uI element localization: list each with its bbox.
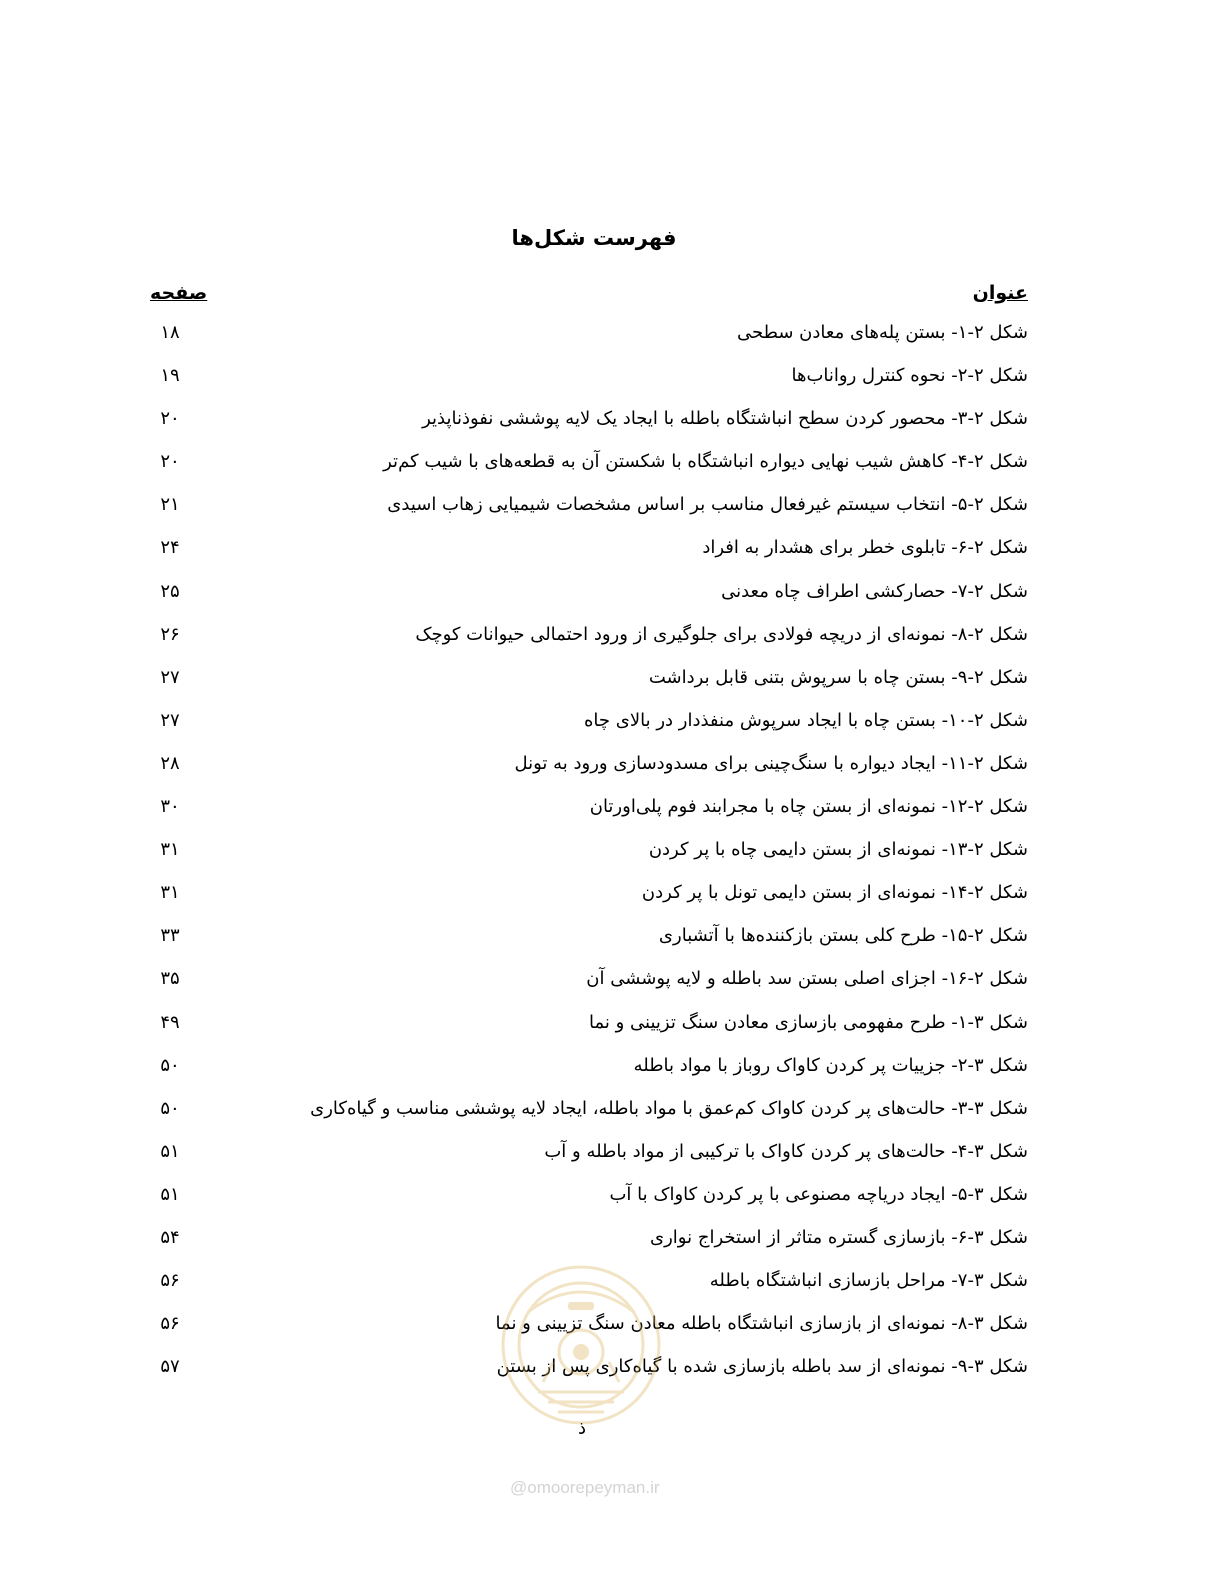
entry-title: شکل ۲-۸- نمونه‌ای از دریچه فولادی برای جلوگیری از ورود احتمالی حیوانات کوچک	[415, 623, 1028, 645]
list-item[interactable]	[0, 917, 1224, 960]
entry-page: ۲۶	[160, 623, 180, 645]
list-item[interactable]	[0, 1219, 1224, 1262]
list-item[interactable]	[0, 443, 1224, 486]
entry-page: ۱۹	[160, 365, 180, 387]
entry-title: شکل ۲-۱۴- نمونه‌ای از بستن دایمی تونل با پر کردن	[641, 882, 1028, 904]
entry-title: شکل ۳-۴- حالت‌های پر کردن کاواک با ترکیبی از مواد باطله و آب	[544, 1140, 1028, 1162]
page-number: ذ	[577, 1418, 586, 1439]
column-header-title: عنوان	[972, 282, 1028, 304]
entry-page: ۵۷	[160, 1356, 180, 1378]
entry-title: شکل ۲-۷- حصارکشی اطراف چاه معدنی	[721, 580, 1028, 602]
entry-title: شکل ۳-۹- نمونه‌ای از سد باطله بازسازی شده با گیاه‌کاری پس از بستن	[496, 1356, 1028, 1378]
entry-page: ۵۰	[160, 1054, 180, 1076]
list-item[interactable]	[0, 1047, 1224, 1090]
entry-title: شکل ۲-۱۱- ایجاد دیواره با سنگ‌چینی برای مسدودسازی ورود به تونل	[514, 752, 1028, 774]
site-watermark: @omoorepeyman.ir	[510, 1478, 660, 1497]
entry-page: ۲۷	[160, 666, 180, 688]
entry-title: شکل ۳-۲- جزییات پر کردن کاواک روباز با مواد باطله	[633, 1054, 1028, 1076]
column-header-page: صفحه	[150, 282, 208, 304]
entry-page: ۵۶	[160, 1313, 180, 1335]
entry-page: ۳۱	[160, 882, 180, 904]
list-item[interactable]	[0, 486, 1224, 529]
entry-title: شکل ۲-۶- تابلوی خطر برای هشدار به افراد	[702, 537, 1028, 559]
entry-title: شکل ۳-۱- طرح مفهومی بازسازی معادن سنگ تزیینی و نما	[589, 1011, 1028, 1033]
entry-page: ۵۰	[160, 1097, 180, 1119]
entry-title: شکل ۲-۹- بستن چاه با سرپوش بتنی قابل برداشت	[648, 666, 1028, 688]
entry-page: ۵۱	[160, 1140, 180, 1162]
entry-page: ۲۰	[160, 408, 180, 430]
entry-title: شکل ۲-۱۶- اجزای اصلی بستن سد باطله و لایه پوششی آن	[586, 968, 1028, 990]
entry-title: شکل ۳-۵- ایجاد دریاچه مصنوعی با پر کردن کاواک با آب	[609, 1183, 1028, 1205]
list-item[interactable]	[0, 529, 1224, 572]
list-item[interactable]	[0, 400, 1224, 443]
entry-page: ۳۰	[160, 796, 180, 818]
list-item[interactable]	[0, 314, 1224, 357]
entry-title: شکل ۳-۸- نمونه‌ای از بازسازی انباشتگاه باطله معادن سنگ تزیینی و نما	[495, 1313, 1028, 1335]
entry-page: ۲۷	[160, 709, 180, 731]
list-item[interactable]	[0, 1090, 1224, 1133]
list-item[interactable]	[0, 874, 1224, 917]
entry-title: شکل ۲-۱۲- نمونه‌ای از بستن چاه با مجرابند فوم پلی‌اورتان	[589, 796, 1028, 818]
seal-logo-icon	[498, 1262, 664, 1428]
list-item[interactable]	[0, 573, 1224, 616]
entry-page: ۲۸	[160, 752, 180, 774]
entry-title: شکل ۲-۲- نحوه کنترل رواناب‌ها	[791, 365, 1028, 387]
entry-page: ۱۸	[160, 322, 180, 343]
entry-page: ۳۳	[160, 925, 180, 947]
entry-title: شکل ۲-۳- محصور کردن سطح انباشتگاه باطله با ایجاد یک لایه پوششی نفوذناپذیر	[422, 408, 1028, 430]
entry-page: ۲۰	[160, 451, 180, 473]
entry-title: شکل ۳-۷- مراحل بازسازی انباشتگاه باطله	[709, 1270, 1028, 1292]
entry-title: شکل ۲-۱۵- طرح کلی بستن بازکننده‌ها با آتشباری	[658, 925, 1028, 947]
entry-page: ۵۴	[160, 1226, 180, 1248]
entry-page: ۳۱	[160, 839, 180, 861]
list-item[interactable]	[0, 1133, 1224, 1176]
entry-title: شکل ۲-۵- انتخاب سیستم غیرفعال مناسب بر اساس مشخصات شیمیایی زهاب اسیدی	[387, 494, 1028, 516]
entry-page: ۳۵	[160, 968, 180, 990]
entry-page: ۴۹	[160, 1011, 180, 1033]
entry-page: ۲۵	[160, 580, 180, 602]
entry-title: شکل ۲-۱۰- بستن چاه با ایجاد سرپوش منفذدار در بالای چاه	[584, 709, 1028, 731]
entry-title: شکل ۲-۴- کاهش شیب نهایی دیواره انباشتگاه با شکستن آن به قطعه‌های با شیب کم‌تر	[383, 451, 1028, 473]
entry-title: شکل ۲-۱۳- نمونه‌ای از بستن دایمی چاه با پر کردن	[648, 839, 1028, 861]
list-item[interactable]	[0, 788, 1224, 831]
entry-title: شکل ۳-۳- حالت‌های پر کردن کاواک کم‌عمق با مواد باطله، ایجاد لایه پوششی مناسب و گیاه‌کاری	[310, 1097, 1028, 1119]
entry-page: ۵۱	[160, 1183, 180, 1205]
list-item[interactable]	[0, 1004, 1224, 1047]
list-item[interactable]	[0, 960, 1224, 1003]
entry-title: شکل ۲-۱- بستن پله‌های معادن سطحی	[736, 322, 1028, 343]
figure-list	[0, 314, 1224, 1391]
list-item[interactable]	[0, 616, 1224, 659]
list-item[interactable]	[0, 831, 1224, 874]
list-item[interactable]	[0, 357, 1224, 400]
entry-title: شکل ۳-۶- بازسازی گستره متاثر از استخراج نواری	[650, 1226, 1028, 1248]
page-title: فهرست شکل‌ها	[511, 226, 677, 250]
list-item[interactable]	[0, 1176, 1224, 1219]
list-item[interactable]	[0, 702, 1224, 745]
entry-page: ۲۴	[160, 537, 180, 559]
entry-page: ۵۶	[160, 1270, 180, 1292]
list-item[interactable]	[0, 659, 1224, 702]
entry-page: ۲۱	[160, 494, 180, 516]
list-item[interactable]	[0, 745, 1224, 788]
